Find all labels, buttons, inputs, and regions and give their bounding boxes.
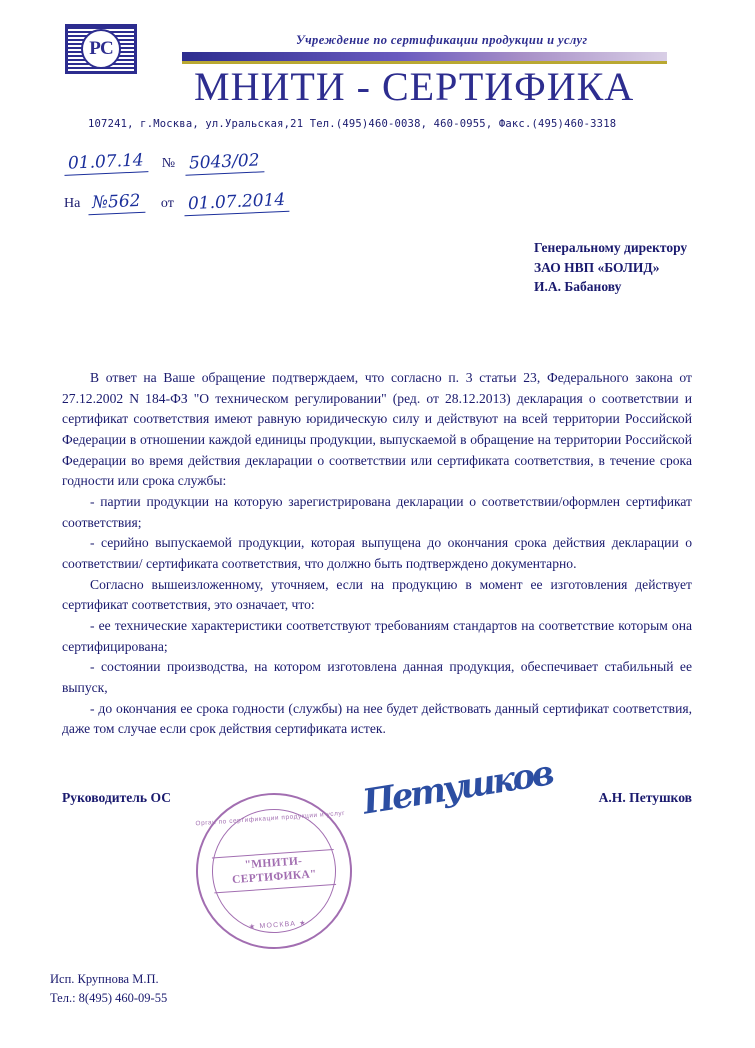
body-paragraph: - партии продукции на которую зарегистрирована декларации о соответствии/оформлен сертификат соответствия; (62, 493, 692, 530)
reference-incoming-value: №562 (88, 191, 145, 215)
reference-date-value: 01.07.14 (64, 150, 149, 176)
letterhead (0, 0, 755, 145)
footer-executor: Исп. Крупнова М.П. (50, 972, 159, 986)
addressee-line-1: Генеральному директору (534, 240, 688, 255)
organization-logo-icon (65, 24, 137, 74)
reference-row-incoming (64, 189, 289, 215)
reference-block (58, 152, 418, 230)
stamp-arc-bottom-text: ★ МОСКВА ★ (248, 919, 307, 931)
footer-phone: Тел.: 8(495) 460-09-55 (50, 990, 168, 1005)
letterhead-gradient-bar (182, 52, 667, 61)
handwritten-signature: Петушков (360, 753, 555, 823)
reference-from-value: 01.07.2014 (183, 190, 289, 217)
body-paragraph: Согласно вышеизложенному, уточняем, если на продукцию в момент ее изготовления действует сертификат соответствия, это означает, что: (62, 576, 692, 613)
reference-number-symbol: № (161, 156, 176, 171)
reference-number-value: 5043/02 (185, 150, 265, 175)
reference-row-outgoing (64, 152, 264, 174)
reference-incoming-label: На (64, 196, 81, 211)
body-paragraph: - серийно выпускаемой продукции, которая выпущена до окончания срока действия декларации о соответствии/ сертификата соответствия, что должно быть подтверждено документарно. (62, 535, 692, 571)
addressee-line-3: И.А. Бабанову (534, 279, 622, 295)
addressee-block (534, 238, 744, 297)
footer-block (50, 970, 167, 1008)
signer-name: А.Н. Петушков (598, 790, 692, 805)
signer-position: Руководитель ОС (62, 790, 172, 805)
body-paragraph: - состоянии производства, на котором изготовлена данная продукция, обеспечивает стабильный ее выпуск, (62, 659, 692, 695)
body-paragraph: - ее технические характеристики соответствуют требованиям стандартов на соответствие которым она сертифицирована; (62, 617, 692, 654)
letterhead-title: МНИТИ - СЕРТИФИКА (194, 64, 635, 109)
letter-body (62, 368, 692, 740)
letterhead-subtitle: Учреждение по сертификации продукции и услуг (296, 33, 588, 47)
body-paragraph: В ответ на Ваше обращение подтверждаем, что согласно п. 3 статьи 23, Федерального закона от 27.12.2002 N 184-ФЗ "О техническом регулировании" (ред. от 28.12.2013) декларация о соответствии и сертификат соответствия имеют равную юридическую силу и действуют на всей территории Российской Федерации в отношении каждой единицы продукции, выпускаемой в обращение на территории Российской Федерации во время действия декларации о соответствии или сертификата соответствия, в течение срока годности или срока службы: (62, 370, 692, 489)
round-seal-stamp (191, 788, 358, 955)
stamp-arc-top-text: Орган по сертификации продукции и услуг (195, 809, 346, 828)
letterhead-contacts: 107241, г.Москва, ул.Уральская,21 Тел.(495)460-0038, 460-0955, Факс.(495)460-3318 (88, 118, 617, 130)
body-paragraph: - до окончания ее срока годности (службы) на нее будет действовать данный сертификат соответствия, даже том случае если срок действия сертификата истек. (62, 700, 692, 737)
logo-monogram: РС (81, 29, 121, 69)
stamp-center-text: "МНИТИ-СЕРТИФИКА" (212, 849, 336, 893)
addressee-line-2: ЗАО НВП «БОЛИД» (534, 259, 660, 275)
reference-from-label: от (160, 196, 174, 211)
